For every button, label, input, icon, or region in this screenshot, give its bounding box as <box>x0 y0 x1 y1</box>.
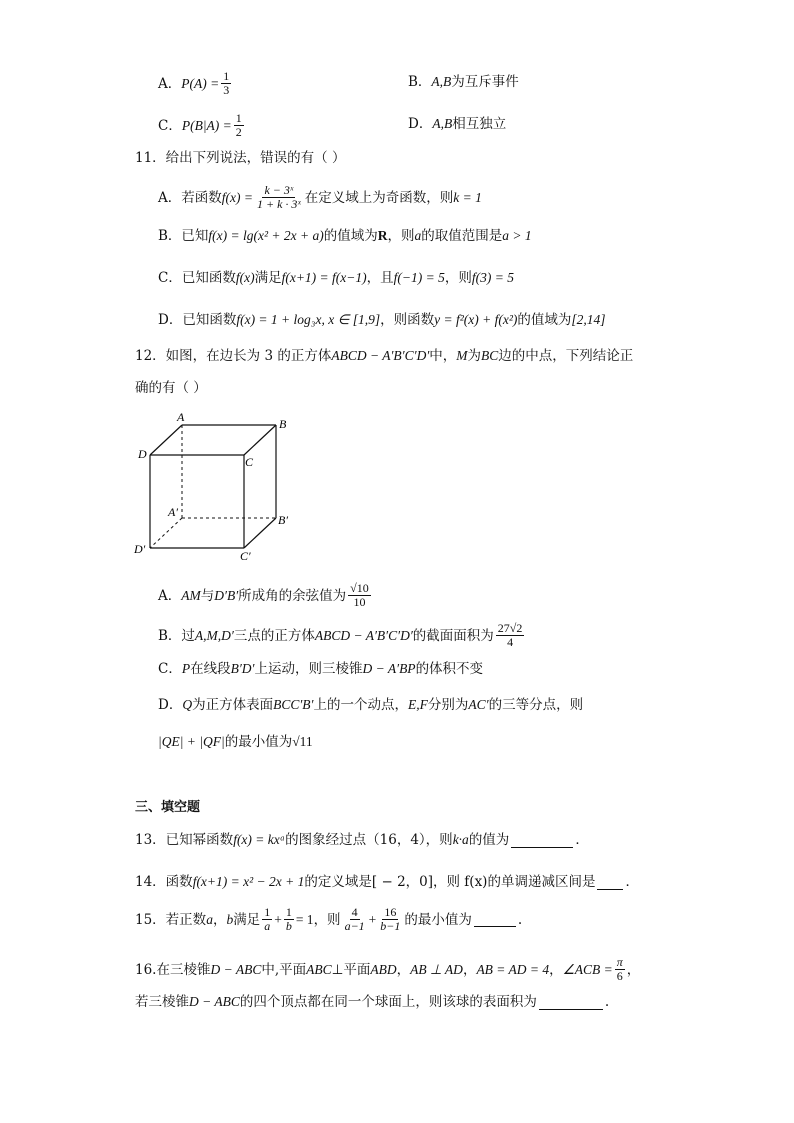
question-text: 确的有（ ） <box>135 380 207 396</box>
option-label: A． <box>158 587 182 604</box>
math-var: b <box>226 911 234 927</box>
math-expr: f(3) = 5 <box>471 270 514 285</box>
math-expr: D′B′ <box>214 587 239 603</box>
option-label: A． <box>158 75 182 92</box>
option-label: B．过 <box>158 627 195 644</box>
punctuation: ， <box>212 911 227 928</box>
question-text: 的图象经过点（16，4），则 <box>285 832 453 848</box>
punctuation: . <box>517 911 523 928</box>
label-C: C <box>245 455 254 469</box>
option-text: 为正方体表面 <box>192 697 274 713</box>
punctuation: ， <box>396 961 411 978</box>
denominator: 10 <box>353 595 366 609</box>
punctuation: ， <box>626 961 641 978</box>
math-expr: E,F <box>408 697 428 712</box>
denominator: 4 <box>507 635 514 649</box>
q11-stem <box>135 148 345 168</box>
question-text: 平面 <box>343 961 371 978</box>
numerator: √10 <box>350 581 369 595</box>
math-expr: AB ⊥ AD <box>410 961 463 977</box>
math-var: Q <box>182 697 193 712</box>
punctuation: ， <box>549 961 563 978</box>
math-expr: f(x) <box>235 270 255 285</box>
option-text: 三点的正方体 <box>233 627 315 644</box>
numerator: 1 <box>285 905 292 919</box>
math-expr: D − ABC <box>210 961 262 977</box>
math-expr: ABD <box>370 961 397 977</box>
fraction <box>378 906 402 933</box>
math-expr: k·a <box>452 832 469 847</box>
option-label: A．若函数 <box>158 189 222 206</box>
edge-DA <box>150 425 182 455</box>
denominator: 2 <box>235 125 242 139</box>
fraction <box>496 622 525 649</box>
label-B1: B′ <box>278 513 288 527</box>
numerator: 4 <box>351 905 358 919</box>
option-text: 的取值范围是 <box>421 228 503 244</box>
denominator: a−1 <box>344 919 365 933</box>
fraction <box>234 112 244 139</box>
math-expr: [2,14] <box>571 312 606 327</box>
math-expr: A,B <box>431 74 452 89</box>
math-var: a <box>414 228 422 243</box>
option-text: 所成角的余弦值为 <box>238 587 347 604</box>
q12-stem-line1 <box>135 346 633 366</box>
label-D: D <box>138 447 147 461</box>
math-expr: f(x) = <box>221 189 253 205</box>
math-expr: B′D′ <box>230 661 255 676</box>
math-expr: D − ABC <box>189 994 240 1009</box>
math-expr: BCC′B′ <box>273 697 314 712</box>
option-label: D．已知函数 <box>158 312 237 328</box>
numerator: 1 <box>223 69 230 83</box>
label-A: A <box>177 410 185 424</box>
question-text: 13．已知幂函数 <box>135 832 234 848</box>
label-B: B <box>279 417 287 431</box>
section-title: 三、填空题 <box>135 800 201 815</box>
label-A1: A′ <box>168 505 178 519</box>
operator: ⊥ <box>331 961 344 977</box>
math-expr: f(−1) = 5 <box>393 270 445 285</box>
q13 <box>135 830 589 850</box>
numerator: 27√2 <box>497 621 523 635</box>
label-C1: C′ <box>240 549 251 563</box>
math-expr: AC′ <box>468 697 489 712</box>
option-text: 的值域为 <box>517 312 572 328</box>
denominator: 6 <box>616 969 623 983</box>
math-var: a <box>206 911 213 927</box>
answer-blank[interactable] <box>511 833 573 848</box>
question-text: 16.在三棱锥 <box>135 961 211 978</box>
fraction <box>348 582 371 609</box>
math-expr: f(x) = lg(x² + 2x + a) <box>208 228 324 243</box>
question-text: 满足 <box>233 911 261 928</box>
operator: + <box>368 911 377 927</box>
question-text: 边的中点，下列结论正 <box>498 348 634 364</box>
q12-option-d-line2 <box>158 732 313 752</box>
edge-BC <box>244 425 276 455</box>
numerator: 1 <box>264 905 271 919</box>
option-label: C． <box>158 661 182 677</box>
math-expr: AB = AD = 4 <box>476 961 550 977</box>
fraction <box>284 906 294 933</box>
q12-option-a <box>158 582 373 609</box>
option-text: ，则 <box>387 228 415 244</box>
edge-A1D1-hidden <box>150 518 182 548</box>
option-text: ，且 <box>366 270 394 286</box>
operator: + <box>274 911 282 927</box>
q11-option-d <box>158 310 606 330</box>
edge-B1C1 <box>244 518 276 548</box>
q12-option-b <box>158 622 526 649</box>
math-expr: ABC <box>306 961 332 977</box>
math-expr: f(x) = kxᵃ <box>233 832 286 847</box>
q12-option-c <box>158 659 483 679</box>
q10-option-b <box>408 72 519 92</box>
option-text: 满足 <box>254 270 282 286</box>
math-expr: |QE| + |QF| <box>158 734 225 749</box>
q10-option-d <box>408 114 506 134</box>
denominator: 3 <box>223 83 230 97</box>
math-var: BC <box>481 348 499 363</box>
option-label: D． <box>158 697 183 713</box>
question-text: 的最小值为 <box>404 911 472 928</box>
denominator: b <box>285 919 292 933</box>
option-text: 的最小值为 <box>224 734 293 750</box>
label-D1: D′ <box>134 542 146 556</box>
numerator: π <box>616 955 623 969</box>
q11-option-b <box>158 226 532 246</box>
question-text: 中， <box>429 348 457 364</box>
math-expr: k = 1 <box>453 189 482 205</box>
math-expr: √11 <box>292 734 313 749</box>
option-text: 为互斥事件 <box>451 74 519 90</box>
q11-option-a <box>158 184 482 211</box>
math-expr: P(B|A) = <box>181 117 232 133</box>
fraction <box>343 906 367 933</box>
q15 <box>135 906 522 933</box>
math-var: P <box>181 661 191 676</box>
option-text: 上运动，则三棱锥 <box>254 661 363 677</box>
math-expr: D − A′BP <box>362 661 416 676</box>
numerator: 16 <box>384 905 397 919</box>
q16-line1 <box>135 956 640 983</box>
q11-option-c <box>158 268 514 288</box>
option-text: 与 <box>200 587 215 604</box>
option-text: 的截面面积为 <box>412 627 494 644</box>
math-expr: A,M,D′ <box>194 627 234 643</box>
option-text: 在定义域上为奇函数，则 <box>304 189 454 206</box>
fraction <box>221 70 231 97</box>
option-text: ，则函数 <box>380 312 435 328</box>
question-text: 11．给出下列说法，错误的有（ ） <box>135 150 346 166</box>
denominator: a <box>264 919 271 933</box>
question-text: 的定义域是[ − 2，0]，则 f(x)的单调递减区间是 <box>304 874 596 890</box>
q12-stem-line2 <box>135 378 207 398</box>
section-heading <box>135 798 200 818</box>
option-text: 的三等分点，则 <box>488 697 584 713</box>
math-var: M <box>456 348 468 363</box>
math-expr: f(x) = 1 + log₃x, x ∈ [1,9] <box>236 312 381 327</box>
punctuation: ， <box>462 961 477 978</box>
math-expr: f(x+1) = f(x−1) <box>281 270 367 285</box>
question-text: 的值为 <box>468 832 510 848</box>
question-text: 14．函数 <box>135 874 193 890</box>
denominator: b−1 <box>380 919 401 933</box>
option-text: 相互独立 <box>452 116 507 132</box>
math-expr: A,B <box>432 116 453 131</box>
option-label: C． <box>158 117 182 134</box>
option-label: D． <box>408 116 433 132</box>
math-set: R <box>377 228 388 243</box>
question-text: ，则 <box>313 911 341 928</box>
option-label: C．已知函数 <box>158 270 236 286</box>
option-label: B． <box>408 74 432 90</box>
math-expr: = 1 <box>295 911 314 927</box>
q10-option-a <box>158 70 233 97</box>
question-text: 12．如图，在边长为 3 的正方体 <box>135 348 332 364</box>
q10-option-c <box>158 112 246 139</box>
fraction <box>255 184 303 211</box>
math-expr: ABCD − A′B′C′D′ <box>331 348 430 363</box>
answer-blank[interactable] <box>474 912 516 927</box>
option-label: B．已知 <box>158 228 209 244</box>
math-expr: y = f²(x) + f(x²) <box>434 312 518 327</box>
math-expr: a > 1 <box>502 228 532 243</box>
option-text: 的体积不变 <box>415 661 484 677</box>
option-text: 分别为 <box>427 697 469 713</box>
option-text: 上的一个动点， <box>313 697 408 713</box>
question-text: 15．若正数 <box>135 911 207 928</box>
option-text: ，则 <box>444 270 472 286</box>
q14 <box>135 872 639 892</box>
numerator: k − 3ˣ <box>264 183 294 197</box>
punctuation: . <box>604 994 610 1010</box>
q16-line2 <box>135 992 609 1012</box>
math-expr: f(x+1) = x² − 2x + 1 <box>192 874 305 889</box>
fraction <box>615 956 625 983</box>
question-text: 若三棱锥 <box>135 994 189 1010</box>
question-text: 的四个顶点都在同一个球面上，则该球的表面积为 <box>239 994 537 1010</box>
math-expr: AM <box>181 587 201 603</box>
answer-blank[interactable] <box>597 875 623 890</box>
option-text: 的值域为 <box>323 228 378 244</box>
fraction <box>262 906 272 933</box>
math-expr: ∠ACB = <box>562 961 613 977</box>
answer-blank[interactable] <box>539 995 603 1010</box>
math-expr: P(A) = <box>181 75 220 91</box>
punctuation: ． <box>575 832 589 848</box>
q12-option-d <box>158 695 583 715</box>
denominator: 1 + k · 3ˣ <box>256 197 301 211</box>
question-text: 中,平面 <box>261 961 307 978</box>
question-text: 为 <box>467 348 482 364</box>
numerator: 1 <box>235 111 242 125</box>
punctuation: ． <box>625 874 639 890</box>
cube-figure <box>128 408 298 568</box>
math-expr: ABCD − A′B′C′D′ <box>314 627 413 643</box>
option-text: 在线段 <box>190 661 231 677</box>
